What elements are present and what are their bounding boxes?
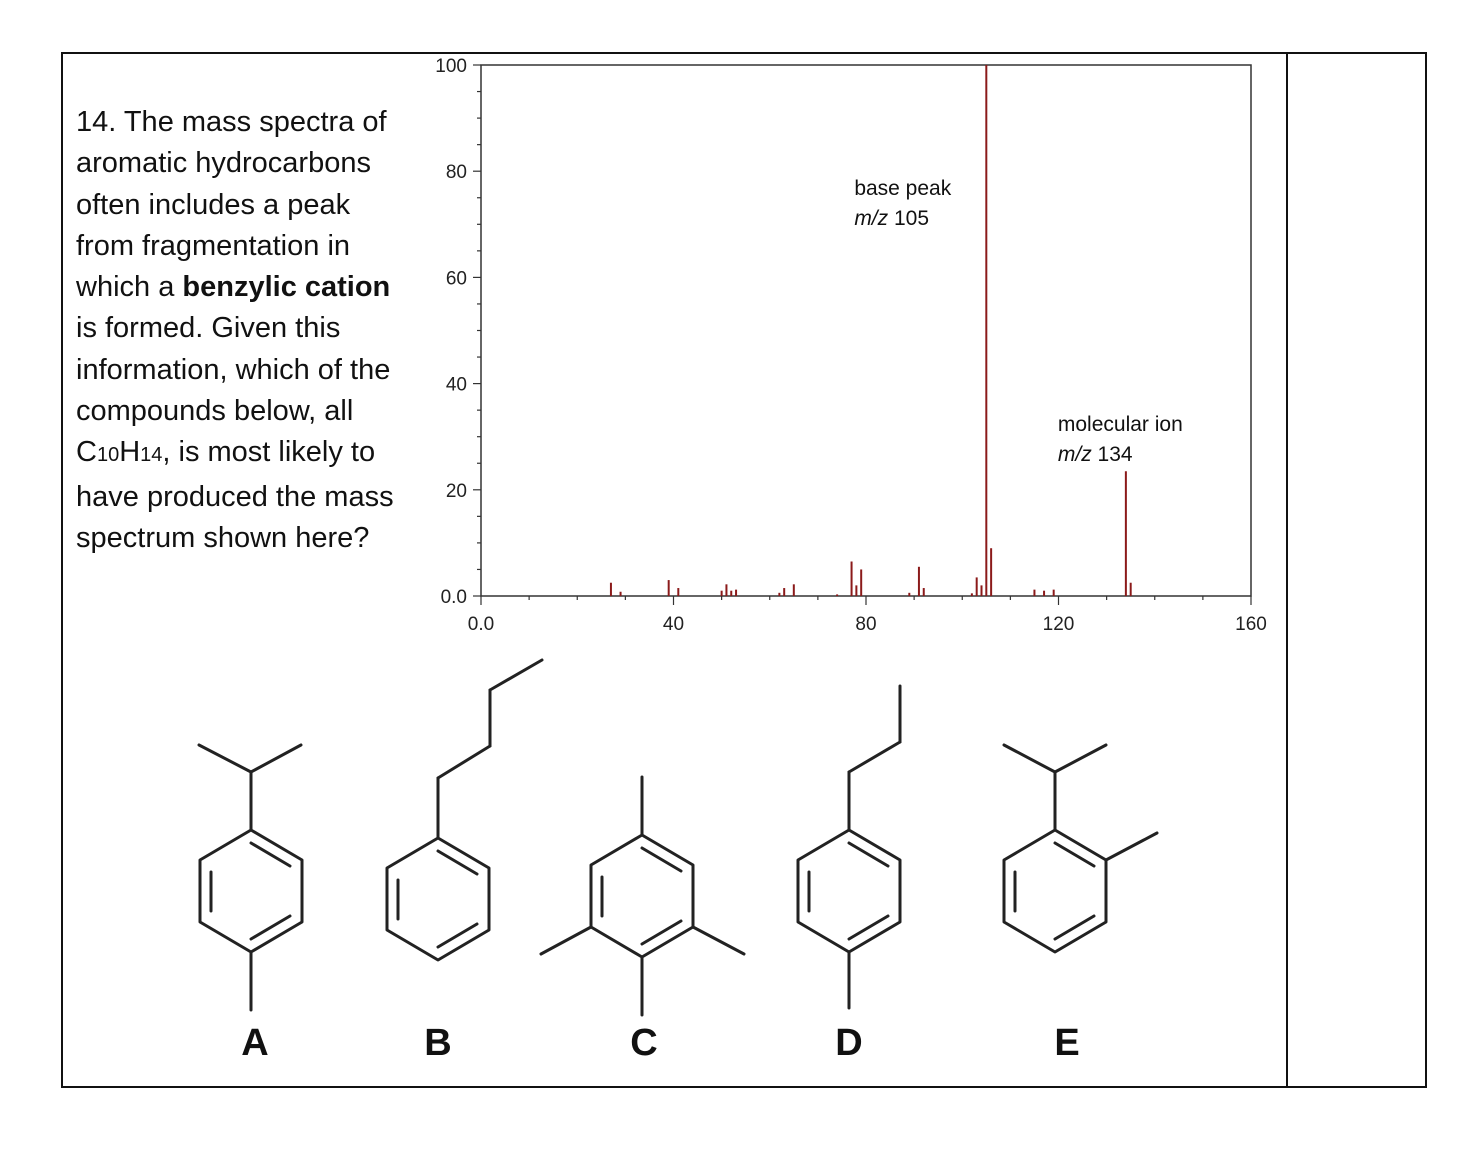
option-label-c[interactable]: C: [630, 1022, 658, 1064]
x-tick-label: 80: [855, 614, 877, 635]
x-tick-label: 160: [1235, 614, 1267, 635]
peak-annotation-title: base peak: [854, 177, 952, 200]
structure-e[interactable]: [1004, 745, 1157, 952]
y-tick-label: 40: [445, 374, 467, 396]
y-tick-label: 0.0: [440, 587, 467, 608]
x-tick-label: 0.0: [467, 614, 495, 635]
x-tick-label: 120: [1042, 614, 1075, 635]
structure-c[interactable]: [541, 777, 744, 1015]
formula-subscript-carbon: 10: [96, 444, 120, 467]
y-tick-label: 20: [445, 480, 467, 502]
option-label-d[interactable]: D: [835, 1022, 863, 1064]
structure-b[interactable]: [387, 660, 542, 960]
peak-annotation-value: m/z 105: [854, 207, 930, 230]
option-label-b[interactable]: B: [424, 1022, 452, 1064]
y-tick-label: 60: [445, 268, 467, 290]
formula-subscript-hydrogen: 14: [140, 444, 163, 467]
formula-hydrogen: H: [119, 436, 141, 469]
question-text-part1: 14. The mass spectra of aromatic hydrocarbons often includes a peak from fragmentation in which a: [76, 106, 387, 304]
option-label-a[interactable]: A: [241, 1022, 269, 1064]
question-bold-term: benzylic cation: [182, 271, 391, 304]
peak-annotation-title: molecular ion: [1057, 413, 1183, 436]
x-tick-label: 40: [662, 614, 685, 635]
y-tick-label: 80: [445, 162, 467, 184]
peak-annotation-value: m/z 134: [1057, 443, 1133, 466]
structure-a[interactable]: [199, 745, 302, 1010]
question-text-part2: is formed. Given this information, which of the compounds below, all C: [76, 312, 391, 469]
structure-d[interactable]: [798, 686, 900, 1008]
question-text-part3: , is most likely to have produced the mass spectrum shown here?: [76, 436, 394, 554]
option-label-e[interactable]: E: [1054, 1022, 1080, 1064]
y-tick-label: 100: [435, 56, 467, 77]
